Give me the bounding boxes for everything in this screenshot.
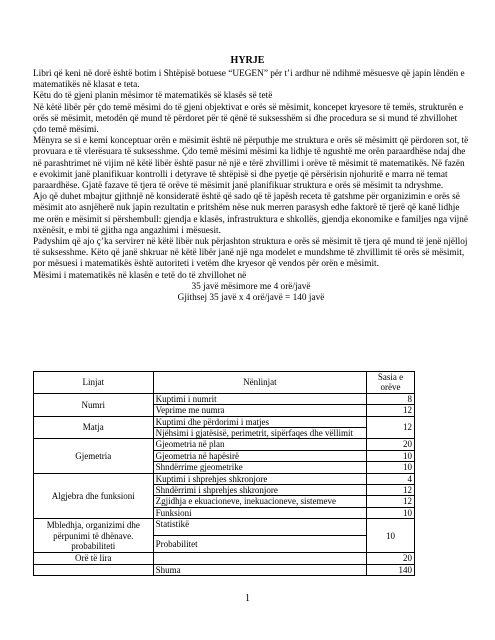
line-cell: Matja [34,416,154,439]
line-cell: Gjemetria [34,439,154,473]
curriculum-table [33,371,415,576]
header-subline: Nënlinjat [153,372,367,394]
total-value: 140 [367,564,415,575]
line-cell: Mbledhja, organizimi dhe përpunimi të dhënave. probabiliteti [34,519,154,553]
line-cell: Algjebra dhe funksioni [34,473,154,519]
hours-cell: 12 [367,496,415,507]
hours-cell: 4 [367,473,415,484]
subline-cell: Kuptimi dhe përdorimi i matjes [153,416,367,427]
hours-cell: 10 [367,450,415,461]
table-row [34,439,415,450]
subline-cell: Funksioni [153,507,367,518]
subline-cell: Zgjidhja e ekuacioneve, inekuacioneve, sistemeve [153,496,367,507]
paragraph: Këtu do të gjeni planin mësimor të matematikës së klasës së tetë [33,91,273,102]
hours-cell: 10 [367,519,415,553]
paragraph: Mësimi i matematikës në klasën e tetë do të zhvillohet në [33,270,247,281]
hours-cell: 8 [367,393,415,404]
subline-cell [153,553,367,564]
line-cell: Orë të lira [34,553,154,564]
subline-cell: Kuptimi i numrit [153,393,367,404]
subline-cell: Kuptimi i shprehjes shkronjore [153,473,367,484]
hours-cell: 20 [367,553,415,564]
table-row [34,473,415,484]
paragraph: Në këtë libër për çdo temë mësimi do të gjeni objektivat e orës së mësimit, koncepet kryesore të temës, strukturën e orës së mësimit, metodën që mund të përdoret për të qënë të suksesshëm si dhe procedura se si mund të zhvillohet çdo temë mësimi. [33,102,464,136]
subline-cell: Statistikë [153,519,367,536]
hours-cell: 12 [367,416,415,439]
subline-cell: Gjeometria në plan [153,439,367,450]
paragraph: Padyshim që ajo ç’ka servirет në këtë libër nuk përjashton struktura e orës së mësimit të tjera që mund të jenë njëlloj të suksesshme. Këto që janë shkruar në këtë libër janë një nga modelet e mundshme të zhvillimit të orës së mësimit, por mësuesi i matematikës është autoriteti i vetëm dhe kryesor që vendos për orën e mësimit. [33,237,468,270]
hours-cell: 12 [367,485,415,496]
table-total-row [34,564,415,575]
subline-cell: Veprime me numra [153,405,367,416]
paragraph: Ajo që duhet mbajtur gjithnjë në konsideratë është që sado që të japësh receta të gatshme për organizimin e orës së mësimit ato asnjëherë nuk japin rezultatin e pritshëm nëse nuk merren parasysh edhe faktorë të tjerë që kanë lidhje me orën e mësimit si përshembull: gjendja e klasës, infrastruktura e shkollës, gjendja ekonomike e familjes nga vijnë nxënësit, e mbi të gjitha nga angazhimi i mësuesit. [33,192,469,236]
line-cell: Numri [34,393,154,416]
line-cell [34,564,154,575]
page-number: 1 [245,593,250,604]
schedule-total: Gjithsej 35 javë x 4 orë/javë = 140 javë [177,293,325,304]
hours-cell: 10 [367,462,415,473]
hours-cell: 10 [367,507,415,518]
document-body [33,69,469,304]
subline-cell: Probabilitet [153,536,367,553]
hours-cell: 12 [367,405,415,416]
header-hours: Sasia e orëve [367,372,415,394]
subline-cell: Shndërrimi i shprehjes shkronjore [153,485,367,496]
table-row [34,519,415,536]
subline-cell: Njëhsimi i gjatësisë, perimetrit, sipërfaqes dhe vëllimit [153,428,367,439]
subline-cell: Gjeometria në hapësirë [153,450,367,461]
page-title: HYRJE [230,55,265,66]
hours-cell: 20 [367,439,415,450]
paragraph: Mënyra se si e kemi konceptuar orën e mësimit është në përputhje me struktura e orës së mësimitt që përdoren sot, të provuara e të vlerësuara të suksesshme. Çdo temë mësimi mësimi ka lidhje të ngushtë me orën paraardhëse ndaj dhe në parashtrimet në vijim në këtë libër është pasur në një e tërë zhvillimi i orëve të mësimit të matematikës. Në fazën e evokimit janë planifikuar kontrolli i detyrave të shtëpisë si dhe pyetje që përsërisin njohuritë e marra në temat paraardhëse. Gjatë fazave të tjera të orëve të mësimit janë planifikuar struktura e orës së mësimit ta ndryshme. [33,136,469,192]
schedule-weekly: 35 javë mësimore me 4 orë/javë [191,281,311,292]
table-row [34,393,415,404]
header-line: Linjat [34,372,154,394]
table-header-row [34,372,415,394]
table-row [34,553,415,564]
total-label: Shuma [153,564,367,575]
paragraph: Libri që keni në dorë është botim i Shtëpisë botuese “UEGEN” për t’i ardhur në ndihmë mësuesve që japin lëndën e matematikës në klasat e teta. [33,69,465,91]
subline-cell: Shndërrime gjeometrike [153,462,367,473]
table-row [34,416,415,427]
